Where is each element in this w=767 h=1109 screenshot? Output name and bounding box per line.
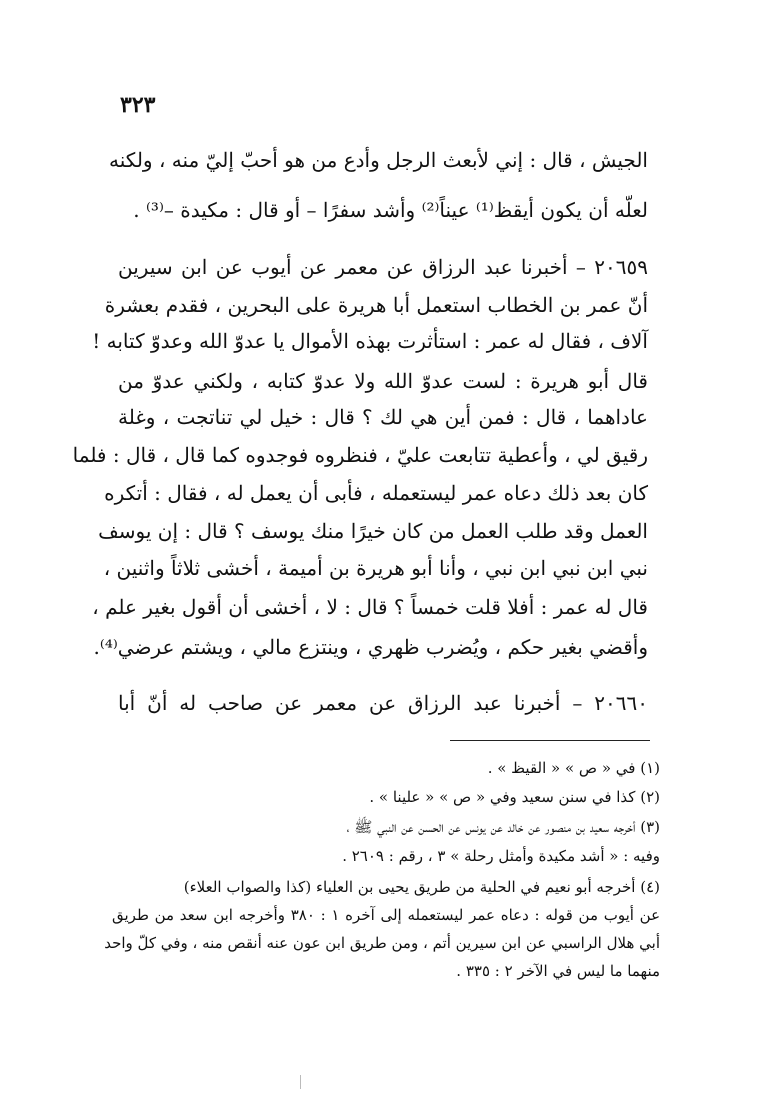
- text-line: كان بعد ذلك دعاه عمر ليستعمله ، فأبى أن يعمل له ، فقال : أتكره: [104, 481, 648, 505]
- text-line: عاداهما ، قال : فمن أين هي لك ؟ قال : خيل لي تناتجت ، وغلة: [118, 405, 648, 429]
- footnote-4-continued: أبي هلال الراسبي عن ابن سيرين أتم ، ومن طريق ابن عون عنه أنقص منه ، وفي كلّ واحد: [104, 934, 660, 952]
- text-line: رقيق لي ، وأعطية تتابعت عليّ ، فنظروه فوجدوه كما قال ، قال : فلما: [72, 443, 648, 467]
- text-line: العمل وقد طلب العمل من كان خيرًا منك يوسف ؟ قال : إن يوسف: [98, 519, 648, 543]
- footnote-3: (٣) أخرجه سعيد بن منصور عن خالد عن يونس عن الحسن عن النبي ﷺ ،: [346, 818, 660, 836]
- footnote-1: (١) في « ص » « القيظ » .: [487, 759, 660, 777]
- text-line: نبي ابن نبي ابن نبي ، وأنا أبو هريرة بن أميمة ، أخشى ثلاثاً واثنين ،: [103, 556, 648, 580]
- text-line: الجيش ، قال : إني لأبعث الرجل وأدع من هو أحبّ إليّ منه ، ولكنه: [109, 148, 648, 172]
- text-line: وأقضي بغير حكم ، ويُضرب ظهري ، وينتزع مالي ، ويشتم عرضي⁽⁴⁾.: [93, 635, 648, 659]
- footnote-2: (٢) كذا في سنن سعيد وفي « ص » « علينا » .: [369, 788, 660, 806]
- text-line: آلاف ، فقال له عمر : استأثرت بهذه الأموال يا عدوّ الله وعدوّ كتابه !: [92, 329, 648, 353]
- footnote-4-continued: منهما ما ليس في الآخر ٢ : ٣٣٥ .: [456, 962, 660, 980]
- footnote-3-continued: وفيه : « أشد مكيدة وأمثل رحلة » ٣ ، رقم : ٢٦٠٩ .: [342, 847, 660, 865]
- page-number: ٣٢٣: [120, 92, 156, 118]
- footnote-4: (٤) أخرجه أبو نعيم في الحلية من طريق يحيى بن العلياء (كذا والصواب العلاء): [183, 878, 660, 896]
- text-line: لعلّه أن يكون أيقظ⁽¹⁾ عيناً⁽²⁾ وأشد سفرًا – أو قال : مكيدة –⁽³⁾ .: [133, 198, 648, 222]
- text-line: قال له عمر : أفلا قلت خمساً ؟ قال : لا ، أخشى أن أقول بغير علم ،: [92, 595, 648, 619]
- text-line: قال أبو هريرة : لست عدوّ الله ولا عدوّ كتابه ، ولكني عدوّ من: [118, 369, 648, 393]
- footnote-separator: [450, 740, 650, 741]
- footnote-4-continued: عن أيوب من قوله : دعاه عمر ليستعمله إلى آخره ١ : ٣٨٠ وأخرجه ابن سعد من طريق: [112, 906, 661, 924]
- text-line: ٢٠٦٦٠ – أخبرنا عبد الرزاق عن معمر عن صاحب له أنّ أبا: [118, 691, 648, 715]
- scan-artifact: [300, 1075, 301, 1089]
- text-line: أنّ عمر بن الخطاب استعمل أبا هريرة على البحرين ، فقدم بعشرة: [104, 293, 648, 317]
- text-line: ٢٠٦٥٩ – أخبرنا عبد الرزاق عن معمر عن أيوب عن ابن سيرين: [118, 255, 648, 279]
